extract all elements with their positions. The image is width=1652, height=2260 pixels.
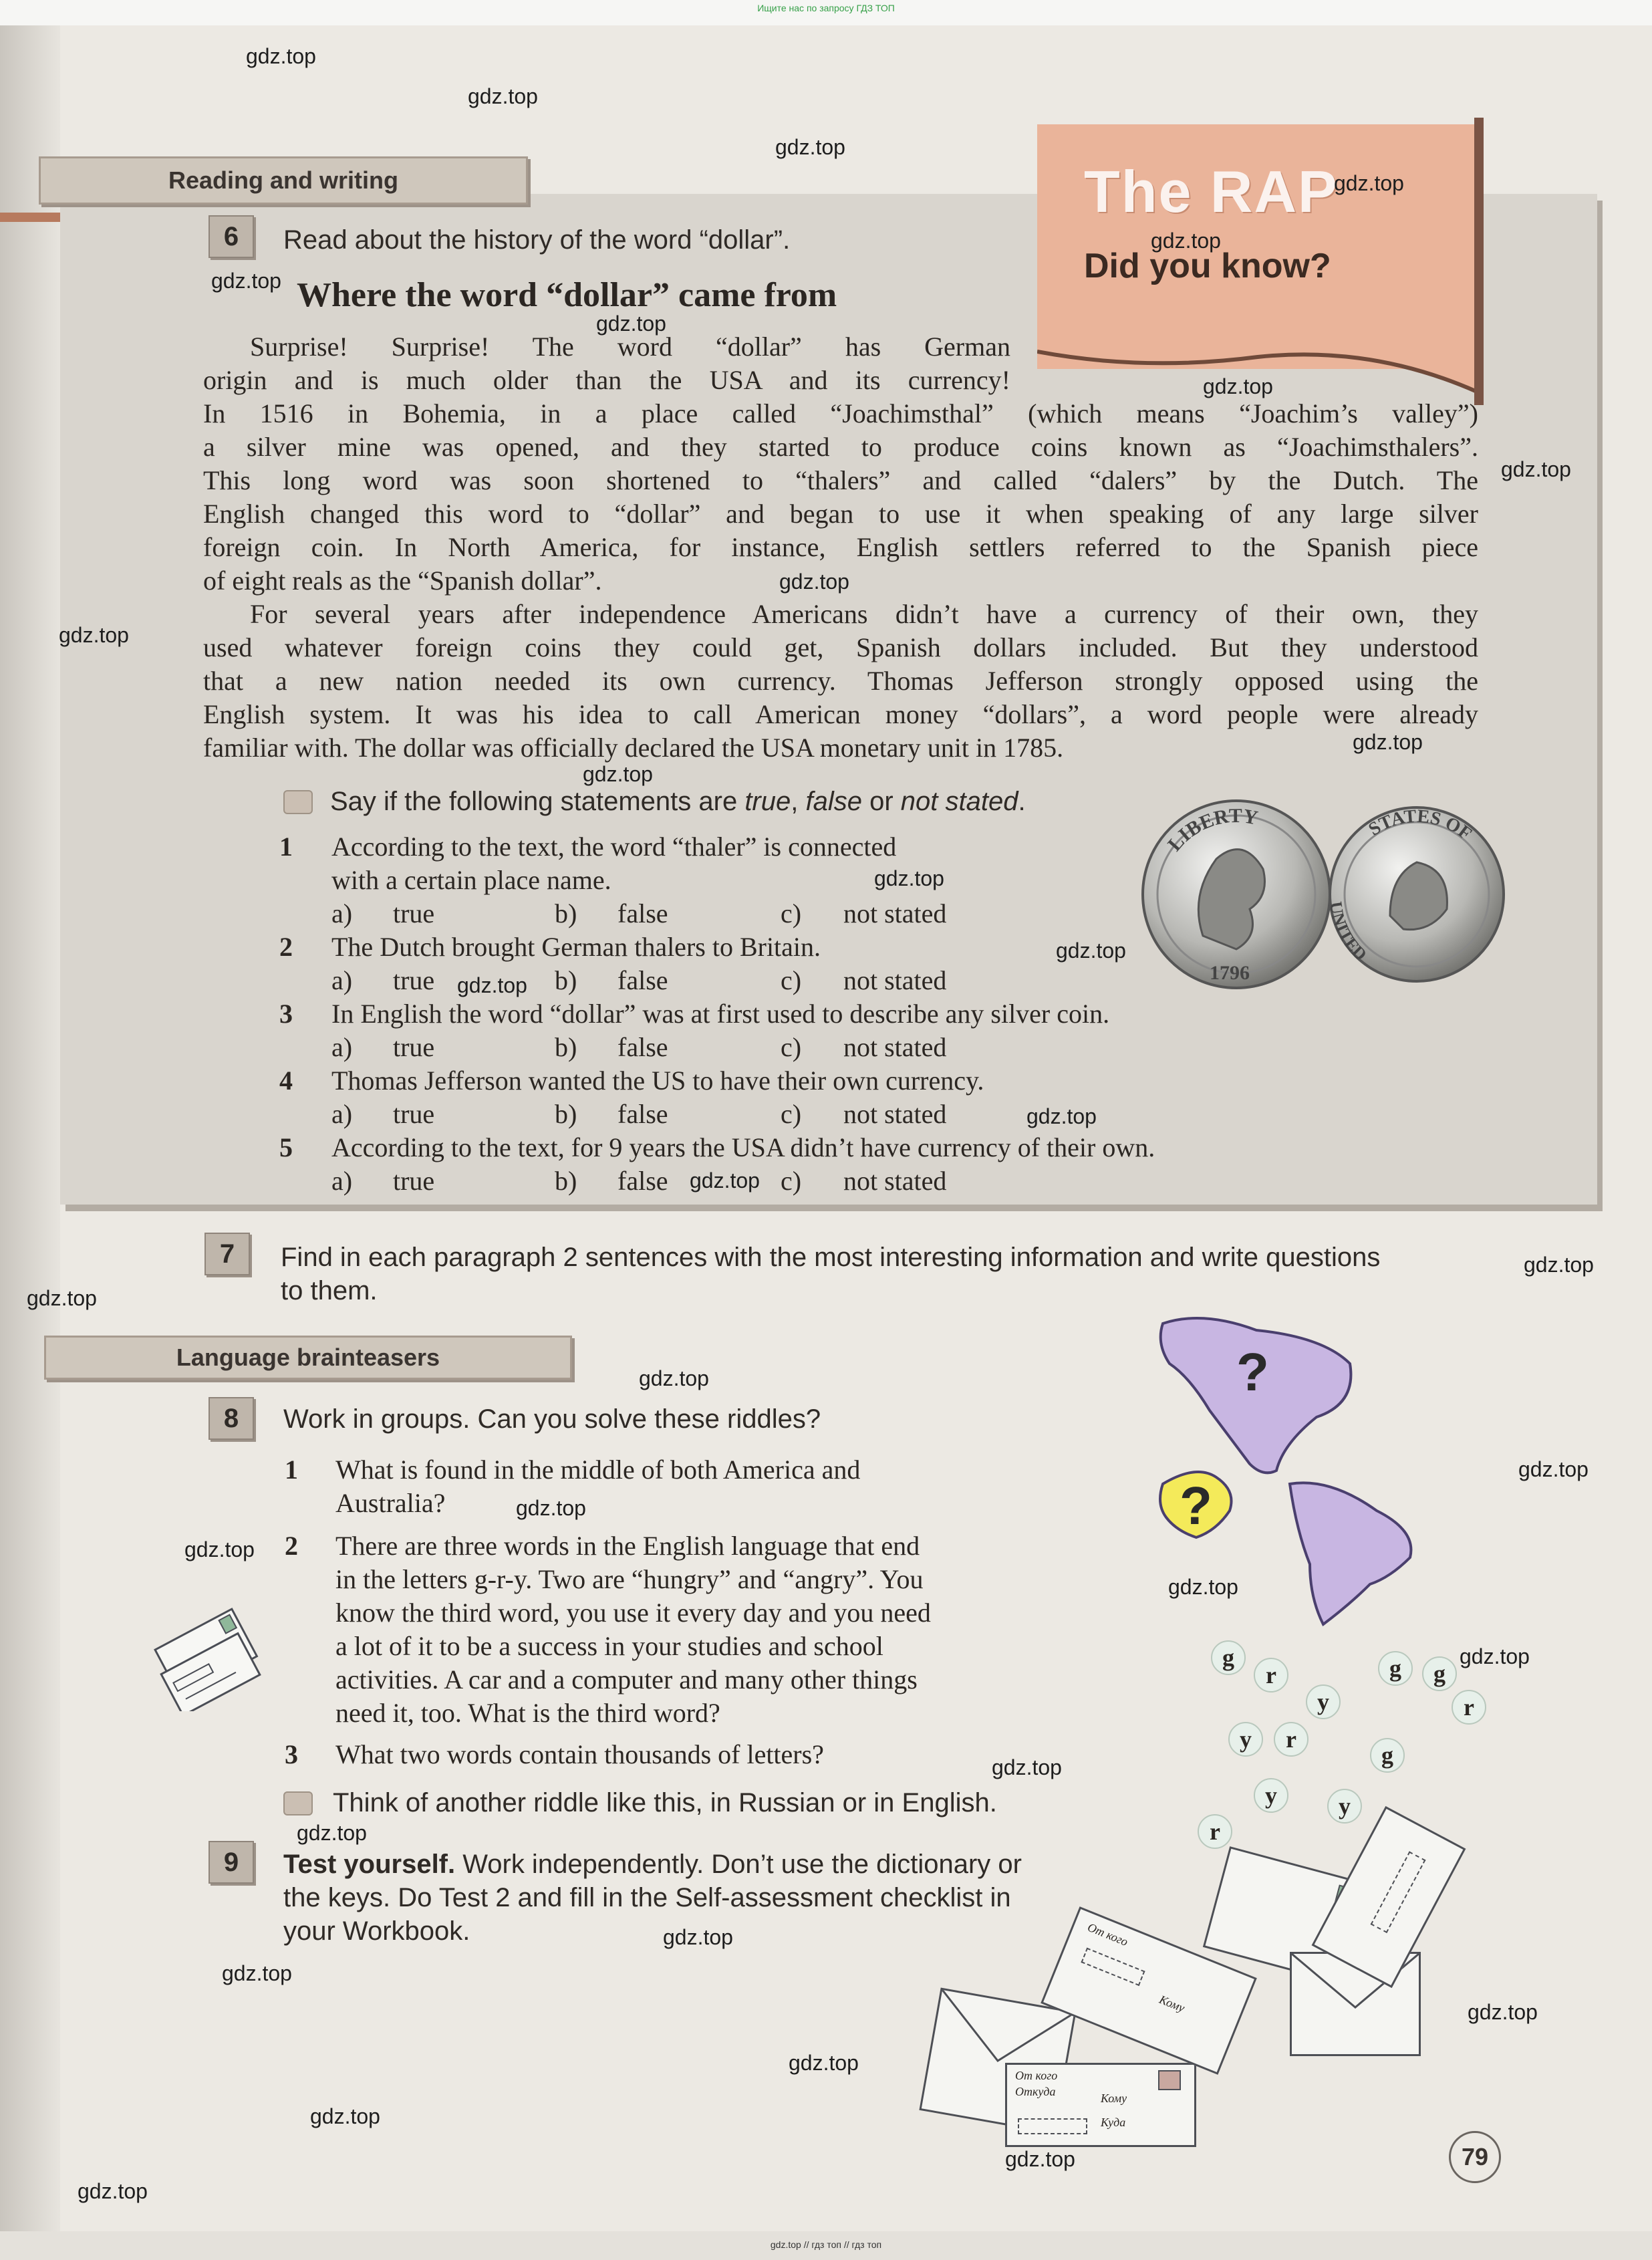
option-c-text: not stated: [843, 1099, 947, 1129]
envelope-where-label: Откуда: [1015, 2085, 1056, 2098]
think-checkbox-icon: [283, 1791, 313, 1815]
option-c-text: not stated: [843, 898, 947, 928]
option-b-text: false: [617, 898, 668, 928]
coin-2-legend: STATES OF: [1365, 805, 1476, 845]
envelope-from-label: От кого: [1015, 2069, 1058, 2082]
option-c-label: c): [781, 1099, 802, 1129]
letter-bubble: g: [1422, 1656, 1457, 1691]
exercise-9-bold: Test yourself.: [283, 1850, 456, 1879]
think-instruction: Think of another riddle like this, in Russian or in English.: [333, 1788, 997, 1817]
article-line: This long word was soon shortened to “thalers” and called “dalers” by the Dutch. The: [203, 465, 1478, 495]
letter-bubble: g: [1378, 1651, 1413, 1686]
watermark-text: gdz.top: [1026, 1104, 1097, 1128]
riddle-text: need it, too. What is the third word?: [335, 1698, 720, 1728]
envelope-postcode-icon: [1081, 1948, 1145, 1986]
section-header-brainteasers: Language brainteasers: [44, 1336, 572, 1380]
page-edge-marker: [0, 213, 60, 222]
riddle-text: Australia?: [335, 1488, 446, 1518]
watermark-text: gdz.top: [297, 1821, 367, 1845]
statement-text: Thomas Jefferson wanted the US to have their own currency.: [331, 1065, 984, 1096]
envelope-address-label: Куда: [1101, 2116, 1126, 2129]
riddle-text: know the third word, you use it every day and you need: [335, 1598, 931, 1628]
option-c-label: c): [781, 1166, 802, 1196]
envelope-postcode-icon: [1018, 2118, 1087, 2134]
statement-number: 5: [279, 1132, 293, 1162]
exercise-9-line-3: your Workbook.: [283, 1916, 470, 1946]
option-c-text: not stated: [843, 1166, 947, 1196]
watermark-text: gdz.top: [992, 1755, 1062, 1779]
letter-bubble: g: [1370, 1738, 1405, 1773]
exercise-7-number: 7: [204, 1233, 250, 1275]
statement-text: According to the text, for 9 years the USA didn’t have currency of their own.: [331, 1132, 1155, 1162]
exercise-6-instruction: Read about the history of the word “dollar”.: [283, 225, 791, 255]
letter-bubble: g: [1211, 1640, 1246, 1675]
riddle-text: in the letters g-r-y. Two are “hungry” and “angry”. You: [335, 1564, 924, 1594]
option-a-text: true: [393, 1032, 435, 1062]
task-not-stated: not stated: [900, 787, 1018, 816]
exercise-9-number: 9: [209, 1841, 254, 1884]
envelope-postcode-icon: [1371, 1851, 1426, 1933]
section-header-reading: Reading and writing: [39, 156, 528, 205]
option-c-label: c): [781, 898, 802, 928]
map-question-mark: ?: [1236, 1342, 1269, 1402]
statement-number: 4: [279, 1065, 293, 1096]
watermark-text: gdz.top: [690, 1168, 760, 1192]
riddle-text: There are three words in the English language that end: [335, 1531, 920, 1561]
exercise-8-instruction: Work in groups. Can you solve these riddles?: [283, 1404, 821, 1434]
task-end: .: [1018, 787, 1026, 816]
article-line: English changed this word to “dollar” and began to use it when speaking of any large silver: [203, 499, 1478, 529]
option-a-label: a): [331, 1166, 353, 1196]
option-c-label: c): [781, 1032, 802, 1062]
task-comma: ,: [791, 787, 806, 816]
statement-text: with a certain place name.: [331, 865, 611, 895]
article-line: that a new nation needed its own currency. Thomas Jefferson strongly opposed using the: [203, 666, 1478, 696]
watermark-text: gdz.top: [1005, 2147, 1075, 2171]
letter-bubble: y: [1228, 1722, 1263, 1757]
article-title: Where the word “dollar” came from: [297, 276, 837, 314]
article-line: familiar with. The dollar was officially declared the USA monetary unit in 1785.: [203, 733, 1064, 763]
watermark-text: gdz.top: [775, 135, 845, 159]
option-b-label: b): [555, 965, 577, 995]
watermark-text: gdz.top: [457, 973, 527, 997]
option-a-label: a): [331, 1032, 353, 1062]
statement-number: 3: [279, 999, 293, 1029]
watermark-text: gdz.top: [583, 762, 653, 786]
south-america-shape: [1290, 1483, 1411, 1624]
footer-text[interactable]: gdz.top // гдз топ // гдз топ: [770, 2239, 882, 2250]
article-line: In 1516 in Bohemia, in a place called “Joachimsthal” (which means “Joachim’s valley”): [203, 398, 1478, 428]
watermark-text: gdz.top: [663, 1925, 733, 1949]
watermark-text: gdz.top: [1518, 1457, 1589, 1481]
envelopes-left-icon: [154, 1598, 267, 1711]
watermark-text: gdz.top: [1334, 171, 1404, 195]
watermark-text: gdz.top: [1501, 457, 1571, 481]
article-line: Surprise! Surprise! The word “dollar” has German: [250, 332, 1010, 362]
exercise-8-number: 8: [209, 1397, 254, 1440]
option-c-label: c): [781, 965, 802, 995]
watermark-text: gdz.top: [516, 1496, 586, 1520]
task-instruction: [330, 785, 1026, 818]
statement-text: The Dutch brought German thalers to Britain.: [331, 932, 821, 962]
article-line: For several years after independence Americans didn’t have a currency of their own, they: [250, 599, 1478, 629]
option-b-label: b): [555, 1099, 577, 1129]
article-line: used whatever foreign coins they could get, Spanish dollars included. But they understood: [203, 632, 1478, 662]
top-banner[interactable]: Ищите нас по запросу ГДЗ ТОП: [757, 3, 895, 13]
watermark-text: gdz.top: [1203, 374, 1273, 398]
riddle-text: What is found in the middle of both America and: [335, 1455, 861, 1485]
watermark-text: gdz.top: [1524, 1253, 1594, 1277]
watermark-text: gdz.top: [1168, 1575, 1238, 1599]
statement-text: In English the word “dollar” was at first used to describe any silver coin.: [331, 999, 1110, 1029]
watermark-text: gdz.top: [779, 570, 849, 594]
watermark-text: gdz.top: [246, 44, 316, 68]
watermark-text: gdz.top: [78, 2179, 148, 2203]
option-b-text: false: [617, 1166, 668, 1196]
watermark-text: gdz.top: [1353, 730, 1423, 754]
envelope-to-label: Кому: [1101, 2092, 1127, 2105]
page-spine-shadow: [0, 25, 60, 2231]
rap-box-edge: [1474, 118, 1484, 405]
riddle-number: 1: [285, 1455, 298, 1485]
page-number: 79: [1449, 2131, 1501, 2183]
map-question-mark: ?: [1180, 1476, 1212, 1535]
rap-title: The RAP: [1084, 158, 1339, 225]
watermark-text: gdz.top: [310, 2104, 380, 2128]
letter-bubble: r: [1452, 1690, 1486, 1725]
task-true: true: [744, 787, 791, 816]
task-or: or: [861, 787, 901, 816]
exercise-9-line-2: the keys. Do Test 2 and fill in the Self-assessment checklist in: [283, 1883, 1011, 1912]
watermark-text: gdz.top: [468, 84, 538, 108]
watermark-text: gdz.top: [596, 311, 666, 336]
envelope-stamp-icon: [1158, 2070, 1181, 2090]
watermark-text: gdz.top: [639, 1366, 709, 1390]
article-line: foreign coin. In North America, for instance, English settlers referred to the Spanish piece: [203, 532, 1478, 562]
riddle-number: 2: [285, 1531, 298, 1561]
watermark-text: gdz.top: [789, 2051, 859, 2075]
option-b-label: b): [555, 898, 577, 928]
exercise-7-instruction: Find in each paragraph 2 sentences with the most interesting information and write questions: [281, 1243, 1381, 1272]
watermark-text: gdz.top: [222, 1961, 292, 1985]
exercise-9-text: Work independently. Don’t use the dictionary or: [455, 1850, 1022, 1879]
envelope-from-label: От кого: [1085, 1920, 1130, 1949]
watermark-text: gdz.top: [1056, 938, 1126, 963]
statement-number: 1: [279, 832, 293, 862]
riddle-text: activities. A car and a computer and many other things: [335, 1664, 918, 1694]
article-line: a silver mine was opened, and they started to produce coins known as “Joachimsthalers”.: [203, 432, 1478, 462]
letter-bubble: y: [1254, 1778, 1288, 1813]
option-c-text: not stated: [843, 965, 947, 995]
option-b-label: b): [555, 1166, 577, 1196]
watermark-text: gdz.top: [1460, 1644, 1530, 1668]
watermark-text: gdz.top: [1468, 2000, 1538, 2024]
letter-bubble: r: [1254, 1658, 1288, 1692]
option-b-text: false: [617, 1032, 668, 1062]
option-b-text: false: [617, 1099, 668, 1129]
envelope-to-label: Кому: [1157, 1992, 1187, 2015]
riddle-text: What two words contain thousands of letters?: [335, 1739, 824, 1769]
article-line: origin and is much older than the USA and its currency!: [203, 365, 1010, 395]
letter-bubble: y: [1327, 1789, 1362, 1824]
letter-bubble: r: [1274, 1722, 1309, 1757]
statement-number: 2: [279, 932, 293, 962]
exercise-6-number: 6: [209, 215, 254, 258]
coin-2-legend-lower: UNITED: [1326, 900, 1371, 965]
option-a-label: a): [331, 898, 353, 928]
option-c-text: not stated: [843, 1032, 947, 1062]
option-a-text: true: [393, 1099, 435, 1129]
silver-dollar-coins-image: [1136, 795, 1510, 996]
watermark-text: gdz.top: [874, 866, 944, 890]
riddle-number: 3: [285, 1739, 298, 1769]
rap-subtitle: Did you know?: [1084, 247, 1331, 285]
option-a-text: true: [393, 1166, 435, 1196]
option-a-label: a): [331, 1099, 353, 1129]
watermark-text: gdz.top: [1151, 229, 1221, 253]
envelope-addressed-icon: [1005, 2063, 1196, 2147]
option-b-label: b): [555, 1032, 577, 1062]
coin-1-year: 1796: [1210, 962, 1250, 984]
option-b-text: false: [617, 965, 668, 995]
article-line: English system. It was his idea to call American money “dollars”, a word people were already: [203, 699, 1478, 729]
option-a-label: a): [331, 965, 353, 995]
watermark-text: gdz.top: [59, 623, 129, 647]
watermark-text: gdz.top: [27, 1286, 97, 1310]
coin-1-legend: LIBERTY: [1163, 804, 1260, 856]
article-line: of eight reals as the “Spanish dollar”.: [203, 566, 602, 596]
watermark-text: gdz.top: [184, 1537, 255, 1561]
exercise-9-line-1: [283, 1848, 1022, 1881]
task-text: Say if the following statements are: [330, 787, 745, 816]
letter-bubble: r: [1198, 1814, 1232, 1849]
exercise-7-instruction-cont: to them.: [281, 1276, 378, 1305]
watermark-text: gdz.top: [211, 269, 281, 293]
task-false: false: [805, 787, 862, 816]
statement-text: According to the text, the word “thaler” is connected: [331, 832, 897, 862]
option-a-text: true: [393, 965, 435, 995]
riddle-text: a lot of it to be a success in your studies and school: [335, 1631, 883, 1661]
task-checkbox-icon: [283, 790, 313, 814]
option-a-text: true: [393, 898, 435, 928]
letter-bubble: y: [1306, 1684, 1341, 1719]
